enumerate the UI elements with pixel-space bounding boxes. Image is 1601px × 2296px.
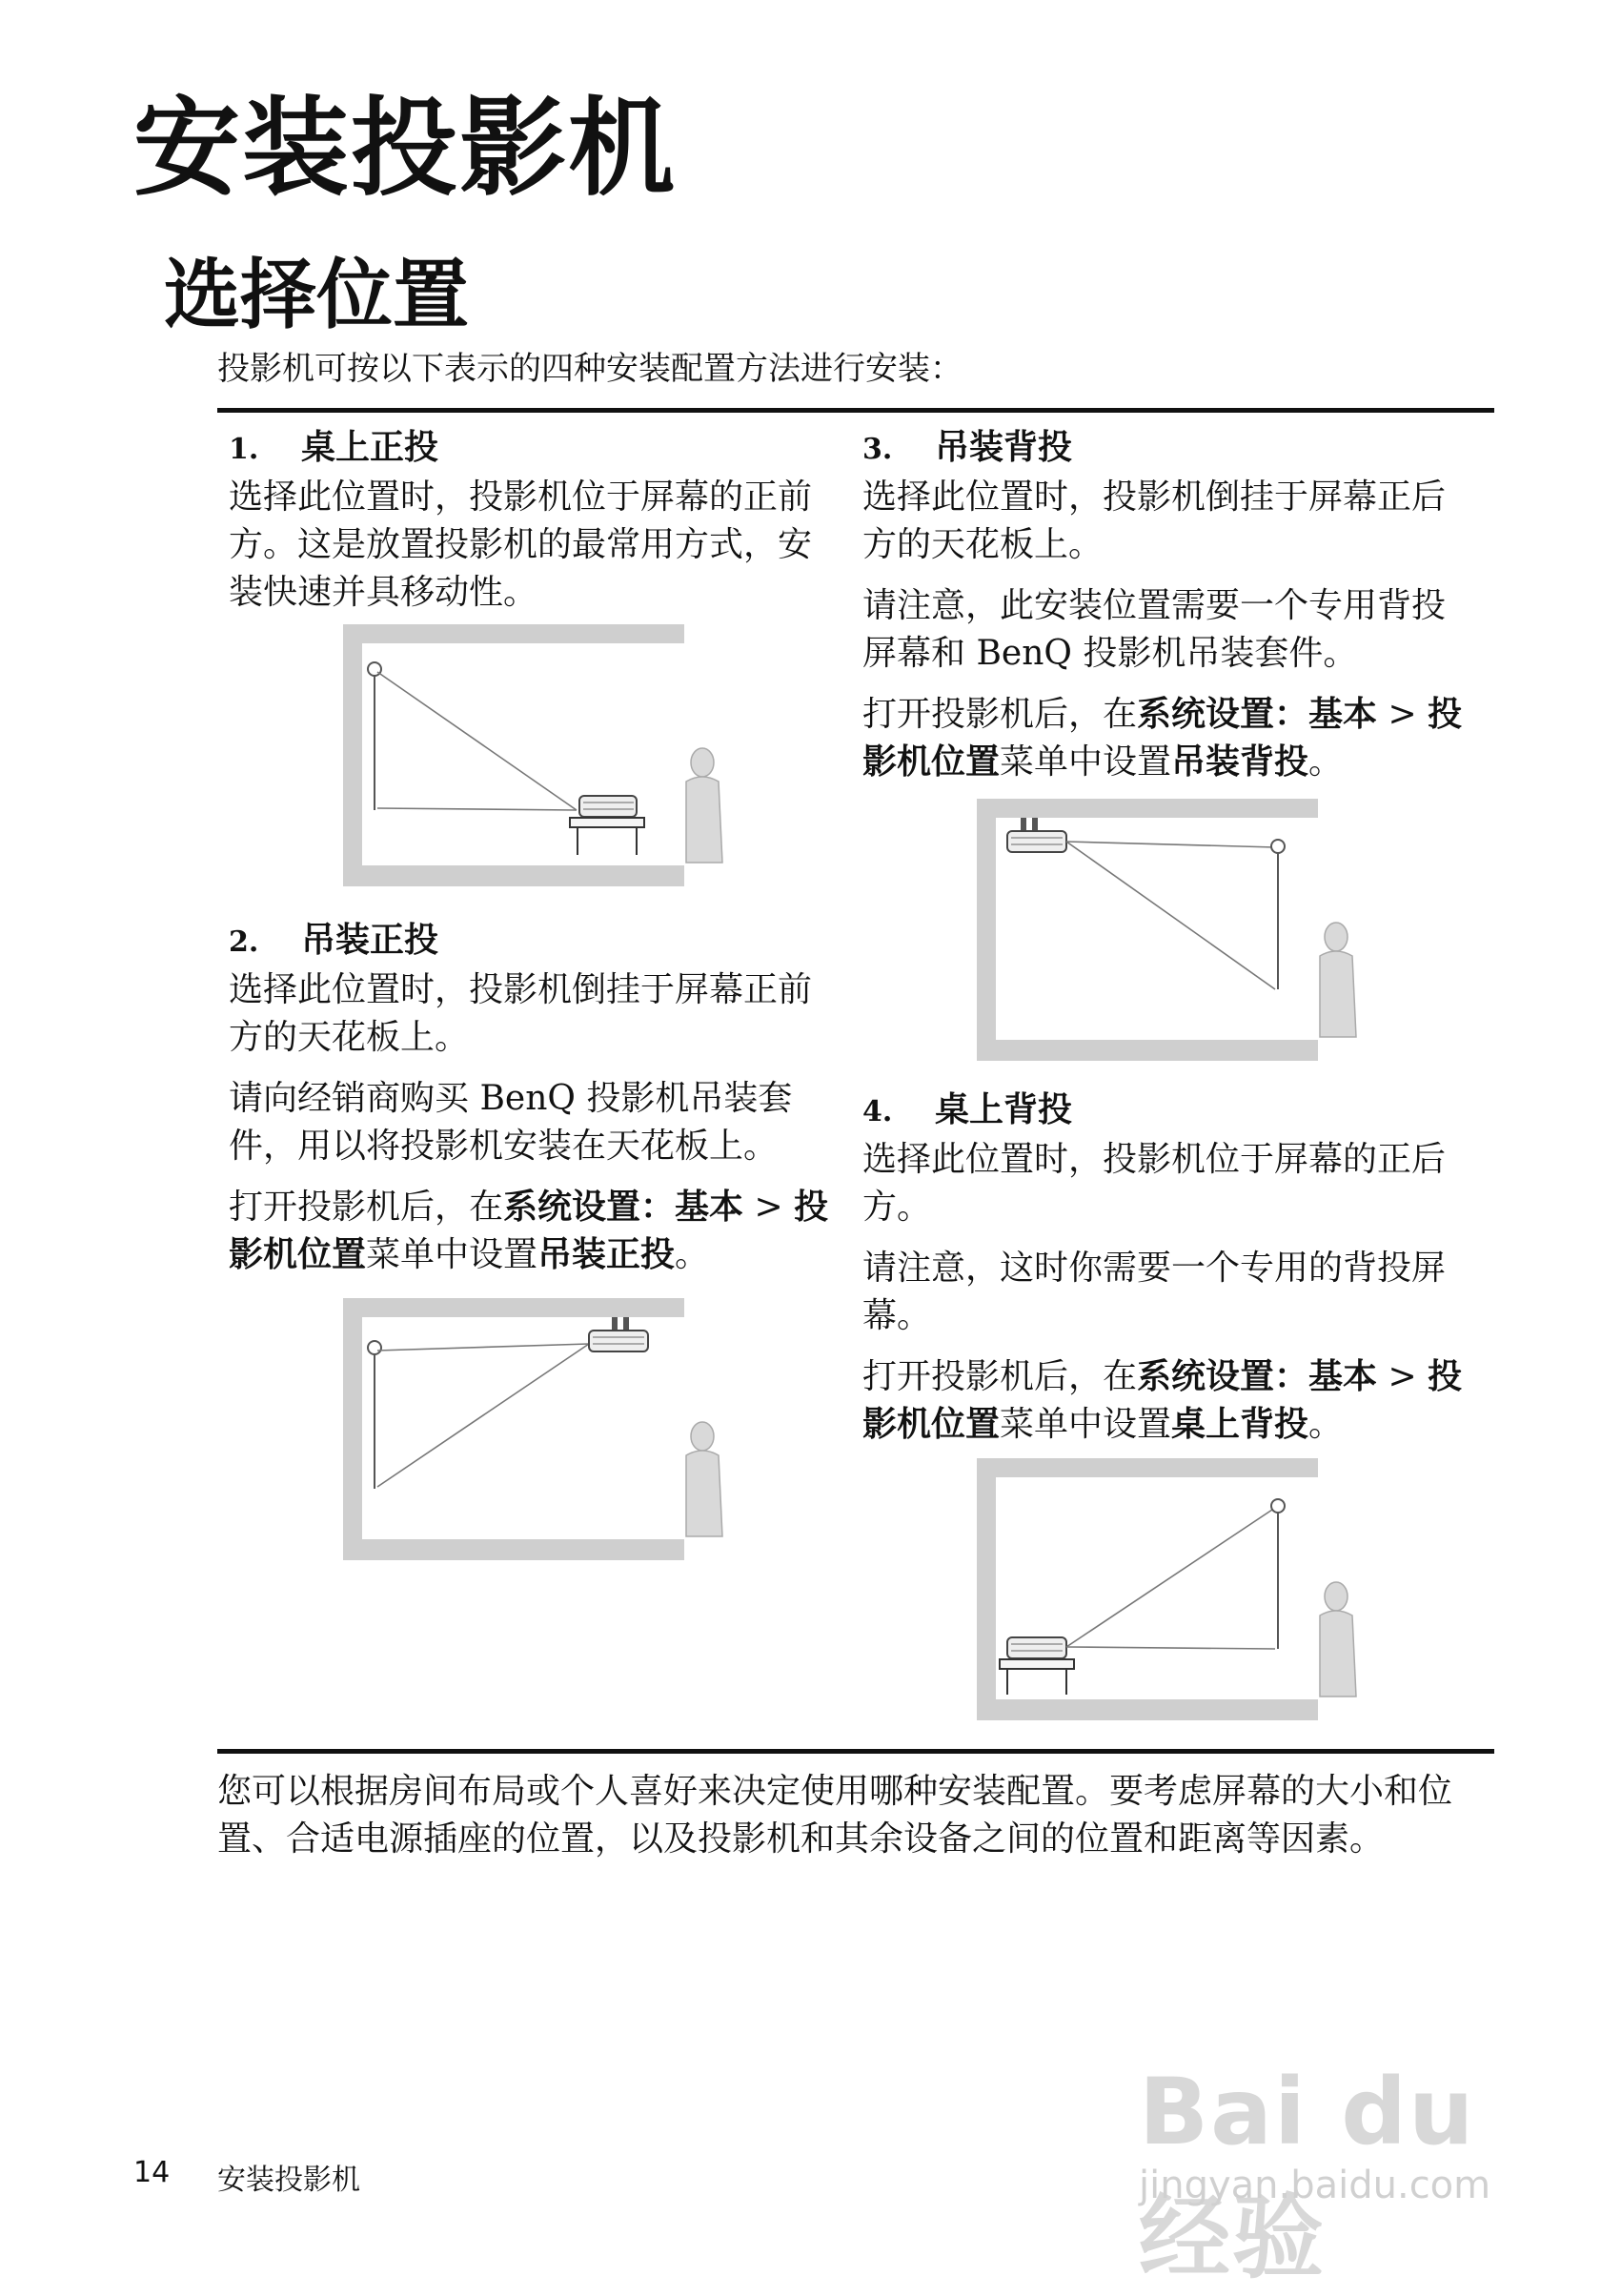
instr-2-e: 菜单中设置 xyxy=(366,1235,538,1274)
top-divider xyxy=(217,408,1494,413)
section-4-number: 4. xyxy=(862,1095,893,1128)
section-2 xyxy=(229,917,839,1292)
instr-3-setting: 吊装背投 xyxy=(1171,742,1309,782)
instr-3-submenu: 投影机位置 xyxy=(862,695,1463,782)
section-2-brand: BenQ xyxy=(479,1079,576,1118)
instr-4-setting: 桌上背投 xyxy=(1171,1405,1309,1444)
person-figure xyxy=(1320,923,1356,1037)
instr-4-g: 。 xyxy=(1308,1405,1344,1444)
page-title: 安装投影机 xyxy=(133,87,677,211)
instr-2-sep: > xyxy=(743,1188,795,1227)
diagram-floor-front xyxy=(343,624,724,886)
section-3-note-a: 请注意，此安装位置需要一个专用背投屏幕和 xyxy=(862,586,1447,673)
projection-beam xyxy=(1066,1508,1275,1649)
screen xyxy=(368,1341,381,1489)
section-2-menu-instruction xyxy=(229,1184,839,1279)
instr-2-setting: 吊装正投 xyxy=(537,1235,676,1274)
watermark-logo: Bai du 经验 xyxy=(1139,2059,1476,2291)
diagram-ceiling-rear xyxy=(977,799,1358,1061)
ceiling-projector xyxy=(589,1317,648,1351)
instr-4-submenu: 投影机位置 xyxy=(862,1357,1463,1444)
section-3-menu-instruction xyxy=(862,691,1472,786)
section-3-brand: BenQ xyxy=(976,634,1072,673)
section-4-note: 请注意，这时你需要一个专用的背投屏幕。 xyxy=(862,1249,1447,1335)
instr-2-g: 。 xyxy=(675,1235,710,1274)
diagram-floor-rear xyxy=(977,1458,1358,1720)
page-number: 14 xyxy=(133,2156,171,2189)
section-4-heading xyxy=(862,1087,1472,1136)
instr-3-sep: > xyxy=(1377,695,1429,734)
instr-4-a: 打开投影机后，在 xyxy=(862,1357,1138,1396)
projection-beam xyxy=(377,672,577,810)
intro-text: 投影机可按以下表示的四种安装配置方法进行安装： xyxy=(217,350,963,388)
section-2-note-b: 投影机吊装套件，用以将投影机安装在天花板上。 xyxy=(229,1079,793,1166)
section-title: 选择位置 xyxy=(164,251,469,339)
section-3-description: 选择此位置时，投影机倒挂于屏幕正后方的天花板上。 xyxy=(862,477,1447,564)
section-3-heading xyxy=(862,424,1472,474)
instr-3-a: 打开投影机后，在 xyxy=(862,695,1138,734)
person-figure xyxy=(1320,1582,1356,1697)
projection-beam xyxy=(377,1344,589,1487)
section-3-note-b: 投影机吊装套件。 xyxy=(1071,634,1358,673)
section-2-note xyxy=(229,1075,839,1170)
section-2-note-a: 请向经销商购买 xyxy=(229,1079,480,1118)
section-3 xyxy=(862,424,1472,800)
ceiling-projector xyxy=(1007,818,1066,852)
instr-4-menu: 系统设置：基本 xyxy=(1137,1357,1378,1396)
diagram-ceiling-front xyxy=(343,1298,724,1560)
section-3-note xyxy=(862,582,1472,678)
section-2-name: 吊装正投 xyxy=(301,921,439,960)
projection-beam xyxy=(1066,842,1275,989)
section-4-description: 选择此位置时，投影机位于屏幕的正后方。 xyxy=(862,1140,1447,1227)
bottom-divider xyxy=(217,1749,1494,1754)
closing-paragraph: 您可以根据房间布局或个人喜好来决定使用哪种安装配置。要考虑屏幕的大小和位置、合适电源插座的位置，以及投影机和其余设备之间的位置和距离等因素。 xyxy=(217,1772,1453,1859)
instr-3-e: 菜单中设置 xyxy=(1000,742,1172,782)
footer-chapter: 安装投影机 xyxy=(217,2164,360,2197)
section-3-name: 吊装背投 xyxy=(935,428,1073,467)
instr-3-menu: 系统设置：基本 xyxy=(1137,695,1378,734)
person-figure xyxy=(686,1422,722,1536)
table xyxy=(1000,1659,1074,1695)
screen xyxy=(1271,840,1285,989)
section-2-number: 2. xyxy=(229,925,259,959)
section-1-description: 选择此位置时，投影机位于屏幕的正前方。这是放置投影机的最常用方式，安装快速并具移动性。 xyxy=(229,477,813,612)
projector xyxy=(579,796,637,817)
room-walls xyxy=(977,1458,1318,1720)
section-4-name: 桌上背投 xyxy=(935,1090,1073,1129)
instr-4-e: 菜单中设置 xyxy=(1000,1405,1172,1444)
section-4-menu-instruction xyxy=(862,1353,1472,1449)
table xyxy=(570,818,644,855)
instr-3-g: 。 xyxy=(1308,742,1344,782)
screen xyxy=(368,662,381,810)
section-2-heading xyxy=(229,917,839,966)
person-figure xyxy=(686,748,722,863)
section-4 xyxy=(862,1087,1472,1462)
section-1-name: 桌上正投 xyxy=(301,428,439,467)
section-2-description: 选择此位置时，投影机倒挂于屏幕正前方的天花板上。 xyxy=(229,970,813,1057)
screen xyxy=(1271,1499,1285,1649)
projector xyxy=(1007,1637,1066,1658)
section-1-heading xyxy=(229,424,839,474)
watermark-url: jingyan.baidu.com xyxy=(1139,2164,1491,2207)
section-3-number: 3. xyxy=(862,433,893,466)
section-1-number: 1. xyxy=(229,433,259,466)
instr-2-submenu: 投影机位置 xyxy=(229,1188,829,1274)
instr-2-menu: 系统设置：基本 xyxy=(503,1188,744,1227)
instr-4-sep: > xyxy=(1377,1357,1429,1396)
section-1 xyxy=(229,424,839,630)
instr-2-a: 打开投影机后，在 xyxy=(229,1188,504,1227)
room-walls xyxy=(343,624,684,886)
